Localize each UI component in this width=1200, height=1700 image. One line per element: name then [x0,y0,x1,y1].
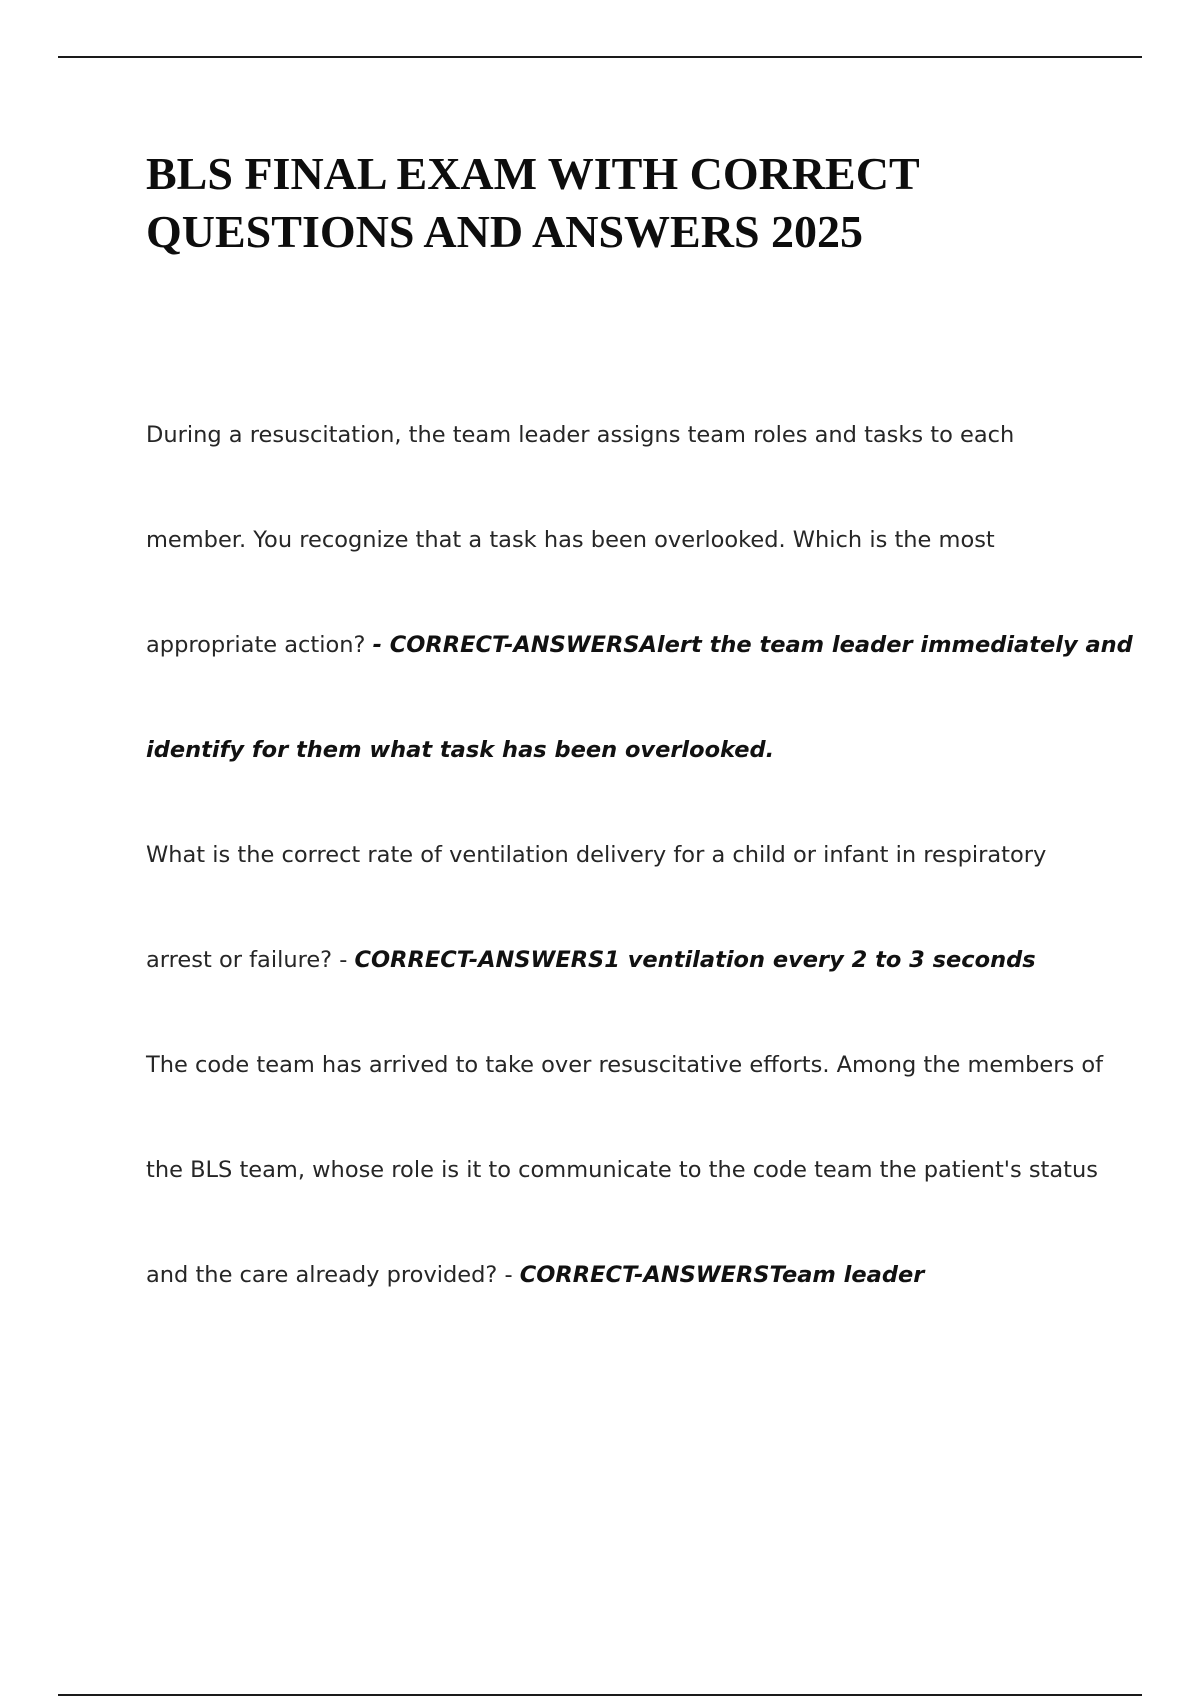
qa-item [146,383,1133,803]
answer-text: CORRECT-ANSWERS1 ventilation every 2 to 3 seconds [354,947,1036,973]
text-line [146,908,1106,1013]
question-text: The code team has arrived to take over resuscitative efforts. Among the members of [146,1052,1104,1078]
qa-item [146,1013,1106,1328]
title-line: QUESTIONS AND ANSWERS 2025 [146,206,864,257]
text-line [146,1223,1106,1328]
question-text: appropriate action? [146,632,373,658]
answer-text: CORRECT-ANSWERSTeam leader [519,1262,925,1288]
question-text: arrest or failure? - [146,947,355,973]
page-title [146,145,1106,261]
question-text: the BLS team, whose role is it to communicate to the code team the patient's status [146,1157,1098,1183]
question-text: member. You recognize that a task has been overlooked. Which is the most [146,527,995,553]
top-rule [58,56,1142,58]
bottom-rule [58,1694,1142,1696]
qa-item [146,803,1106,1013]
answer-text: - CORRECT-ANSWERSAlert the team leader immediately and [372,632,1133,658]
text-line [146,593,1133,698]
text-line [146,1118,1106,1223]
text-line [146,698,1106,803]
question-text: During a resuscitation, the team leader assigns team roles and tasks to each [146,422,1015,448]
title-line: BLS FINAL EXAM WITH CORRECT [146,148,920,199]
question-text: What is the correct rate of ventilation delivery for a child or infant in respiratory [146,842,1047,868]
text-line [146,383,1106,488]
answer-text: identify for them what task has been overlooked. [146,737,775,763]
text-line [146,1013,1106,1118]
text-line [146,803,1106,908]
qa-body [146,383,1133,1328]
text-line [146,488,1106,593]
question-text: and the care already provided? - [146,1262,520,1288]
